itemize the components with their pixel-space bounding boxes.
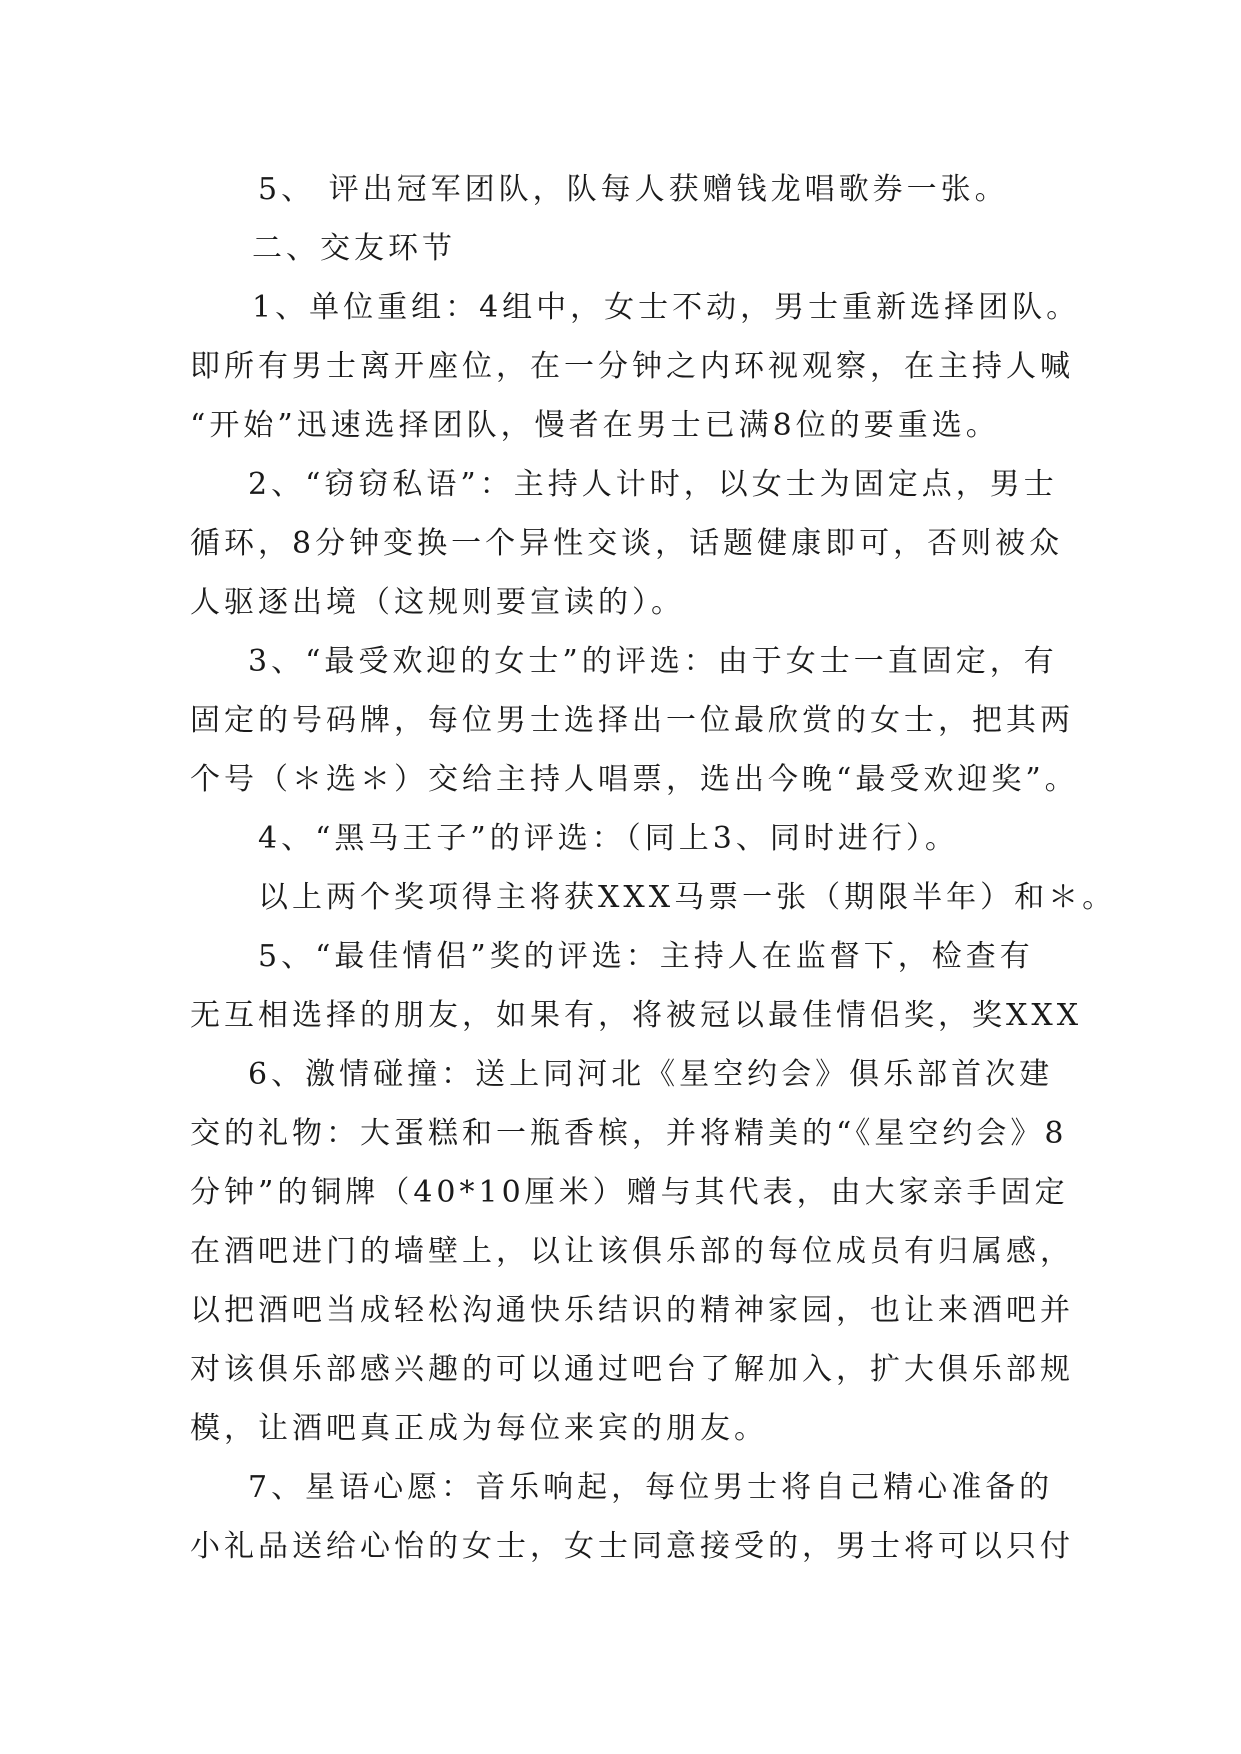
document-body bbox=[190, 160, 1117, 1576]
paragraph-item-5-prize: 5、 评出冠军团队，队每人获赠钱龙唱歌券一张。 bbox=[258, 172, 1009, 207]
paragraph-line: 5、“最佳情侣”奖的评选：主持人在监督下，检查有 bbox=[258, 939, 1034, 974]
paragraph-line: 个号（＊选＊）交给主持人唱票，选出今晚“最受欢迎奖”。 bbox=[190, 762, 1079, 797]
paragraph-line: 在酒吧进门的墙壁上，以让该俱乐部的每位成员有归属感， bbox=[190, 1234, 1074, 1269]
paragraph-line: 对该俱乐部感兴趣的可以通过吧台了解加入，扩大俱乐部规 bbox=[190, 1352, 1074, 1387]
paragraph-line: 1、单位重组：4组中，女士不动，男士重新选择团队。 bbox=[252, 290, 1081, 325]
paragraph-line: 4、“黑马王子”的评选：（同上3、同时进行）。 bbox=[258, 821, 959, 856]
paragraph-line: 以上两个奖项得主将获XXX马票一张（期限半年）和＊。 bbox=[258, 880, 1117, 915]
paragraph-line: 交的礼物：大蛋糕和一瓶香槟，并将精美的“《星空约会》8 bbox=[190, 1116, 1068, 1151]
paragraph-line: 固定的号码牌，每位男士选择出一位最欣赏的女士，把其两 bbox=[190, 703, 1074, 738]
paragraph-line: 2、“窃窃私语”：主持人计时，以女士为固定点，男士 bbox=[248, 467, 1058, 502]
paragraph-line: “开始”迅速选择团队，慢者在男士已满8位的要重选。 bbox=[190, 408, 1000, 443]
paragraph-line: 6、激情碰撞：送上同河北《星空约会》俱乐部首次建 bbox=[248, 1057, 1054, 1092]
paragraph-line: 模，让酒吧真正成为每位来宾的朋友。 bbox=[190, 1411, 768, 1446]
paragraph-line: 即所有男士离开座位，在一分钟之内环视观察，在主持人喊 bbox=[190, 349, 1074, 384]
paragraph-line: 无互相选择的朋友，如果有，将被冠以最佳情侣奖，奖XXX bbox=[190, 998, 1083, 1033]
paragraph-line: 小礼品送给心怡的女士，女士同意接受的，男士将可以只付 bbox=[190, 1529, 1074, 1564]
paragraph-line: 循环，8分钟变换一个异性交谈，话题健康即可，否则被众 bbox=[190, 526, 1064, 561]
paragraph-line: 人驱逐出境（这规则要宣读的）。 bbox=[190, 585, 685, 620]
paragraph-line: 3、“最受欢迎的女士”的评选：由于女士一直固定，有 bbox=[248, 644, 1058, 679]
section-heading-dating: 二、交友环节 bbox=[252, 231, 456, 266]
paragraph-line: 以把酒吧当成轻松沟通快乐结识的精神家园，也让来酒吧并 bbox=[190, 1293, 1074, 1328]
paragraph-line: 分钟”的铜牌（40*10厘米）赠与其代表，由大家亲手固定 bbox=[190, 1175, 1069, 1210]
paragraph-line: 7、星语心愿：音乐响起，每位男士将自己精心准备的 bbox=[248, 1470, 1054, 1505]
